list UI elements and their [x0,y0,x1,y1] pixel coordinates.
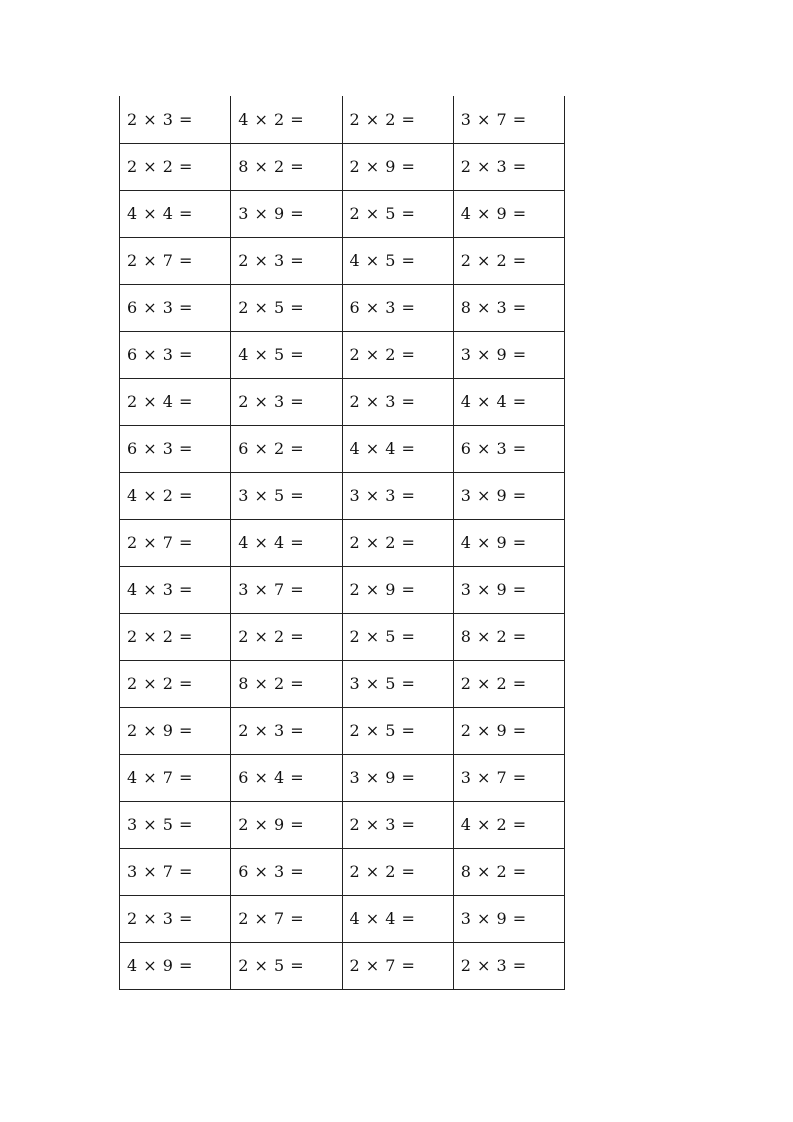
problem-cell: 2 × 5 = [231,284,342,331]
table-row [120,331,565,378]
problem-cell: 6 × 4 = [231,754,342,801]
problem-cell: 3 × 9 = [453,472,564,519]
problem-cell: 2 × 3 = [342,801,453,848]
problem-cell: 2 × 7 = [231,895,342,942]
problem-cell: 3 × 7 = [120,848,231,895]
table-row [120,848,565,895]
table-row [120,895,565,942]
problem-cell: 4 × 9 = [120,942,231,989]
problem-cell: 2 × 3 = [120,895,231,942]
problem-cell: 4 × 4 = [120,190,231,237]
problem-cell: 3 × 7 = [453,96,564,143]
problem-cell: 6 × 2 = [231,425,342,472]
problem-cell: 6 × 3 = [342,284,453,331]
problem-cell: 4 × 4 = [453,378,564,425]
problem-cell: 6 × 3 = [231,848,342,895]
table-row [120,378,565,425]
problem-cell: 2 × 2 = [231,613,342,660]
problem-cell: 2 × 3 = [231,707,342,754]
problem-cell: 3 × 7 = [453,754,564,801]
problem-cell: 3 × 5 = [342,660,453,707]
table-row [120,143,565,190]
problem-cell: 4 × 2 = [231,96,342,143]
problem-cell: 2 × 2 = [453,660,564,707]
table-row [120,613,565,660]
table-row [120,519,565,566]
problem-cell: 2 × 5 = [342,613,453,660]
problem-cell: 2 × 3 = [231,237,342,284]
table-row [120,96,565,143]
problem-cell: 3 × 9 = [342,754,453,801]
table-row [120,190,565,237]
problem-cell: 2 × 9 = [453,707,564,754]
problem-cell: 2 × 7 = [120,237,231,284]
problem-cell: 2 × 2 = [120,143,231,190]
problem-cell: 3 × 5 = [120,801,231,848]
problem-cell: 2 × 2 = [453,237,564,284]
problem-cell: 4 × 5 = [231,331,342,378]
problem-cell: 2 × 9 = [342,143,453,190]
problem-cell: 6 × 3 = [120,425,231,472]
table-row [120,707,565,754]
problem-cell: 8 × 3 = [453,284,564,331]
problem-cell: 2 × 3 = [453,942,564,989]
worksheet-body [120,96,565,989]
problem-cell: 2 × 3 = [231,378,342,425]
problem-cell: 3 × 9 = [231,190,342,237]
problem-cell: 4 × 2 = [453,801,564,848]
problem-cell: 4 × 3 = [120,566,231,613]
problem-cell: 2 × 7 = [120,519,231,566]
problem-cell: 6 × 3 = [120,331,231,378]
problem-cell: 4 × 4 = [342,895,453,942]
problem-cell: 6 × 3 = [453,425,564,472]
problem-cell: 6 × 3 = [120,284,231,331]
problem-cell: 4 × 5 = [342,237,453,284]
problem-cell: 2 × 2 = [120,613,231,660]
problem-cell: 2 × 3 = [120,96,231,143]
problem-cell: 2 × 9 = [120,707,231,754]
problem-cell: 2 × 9 = [342,566,453,613]
problem-cell: 2 × 7 = [342,942,453,989]
problem-cell: 4 × 7 = [120,754,231,801]
problem-cell: 8 × 2 = [453,848,564,895]
table-row [120,284,565,331]
problem-cell: 2 × 2 = [342,331,453,378]
problem-cell: 3 × 9 = [453,331,564,378]
problem-cell: 8 × 2 = [453,613,564,660]
multiplication-worksheet-table [119,96,565,990]
table-row [120,425,565,472]
problem-cell: 8 × 2 = [231,143,342,190]
table-row [120,237,565,284]
problem-cell: 4 × 9 = [453,519,564,566]
problem-cell: 8 × 2 = [231,660,342,707]
problem-cell: 4 × 2 = [120,472,231,519]
problem-cell: 2 × 3 = [453,143,564,190]
problem-cell: 2 × 5 = [342,190,453,237]
problem-cell: 2 × 5 = [231,942,342,989]
problem-cell: 2 × 4 = [120,378,231,425]
problem-cell: 4 × 4 = [342,425,453,472]
table-row [120,660,565,707]
table-row [120,472,565,519]
problem-cell: 3 × 7 = [231,566,342,613]
table-row [120,942,565,989]
problem-cell: 4 × 9 = [453,190,564,237]
problem-cell: 2 × 2 = [342,848,453,895]
problem-cell: 2 × 3 = [342,378,453,425]
table-row [120,801,565,848]
problem-cell: 2 × 9 = [231,801,342,848]
problem-cell: 3 × 9 = [453,895,564,942]
problem-cell: 2 × 2 = [342,519,453,566]
problem-cell: 3 × 9 = [453,566,564,613]
problem-cell: 2 × 5 = [342,707,453,754]
problem-cell: 4 × 4 = [231,519,342,566]
table-row [120,566,565,613]
problem-cell: 2 × 2 = [120,660,231,707]
problem-cell: 3 × 3 = [342,472,453,519]
problem-cell: 2 × 2 = [342,96,453,143]
table-row [120,754,565,801]
problem-cell: 3 × 5 = [231,472,342,519]
